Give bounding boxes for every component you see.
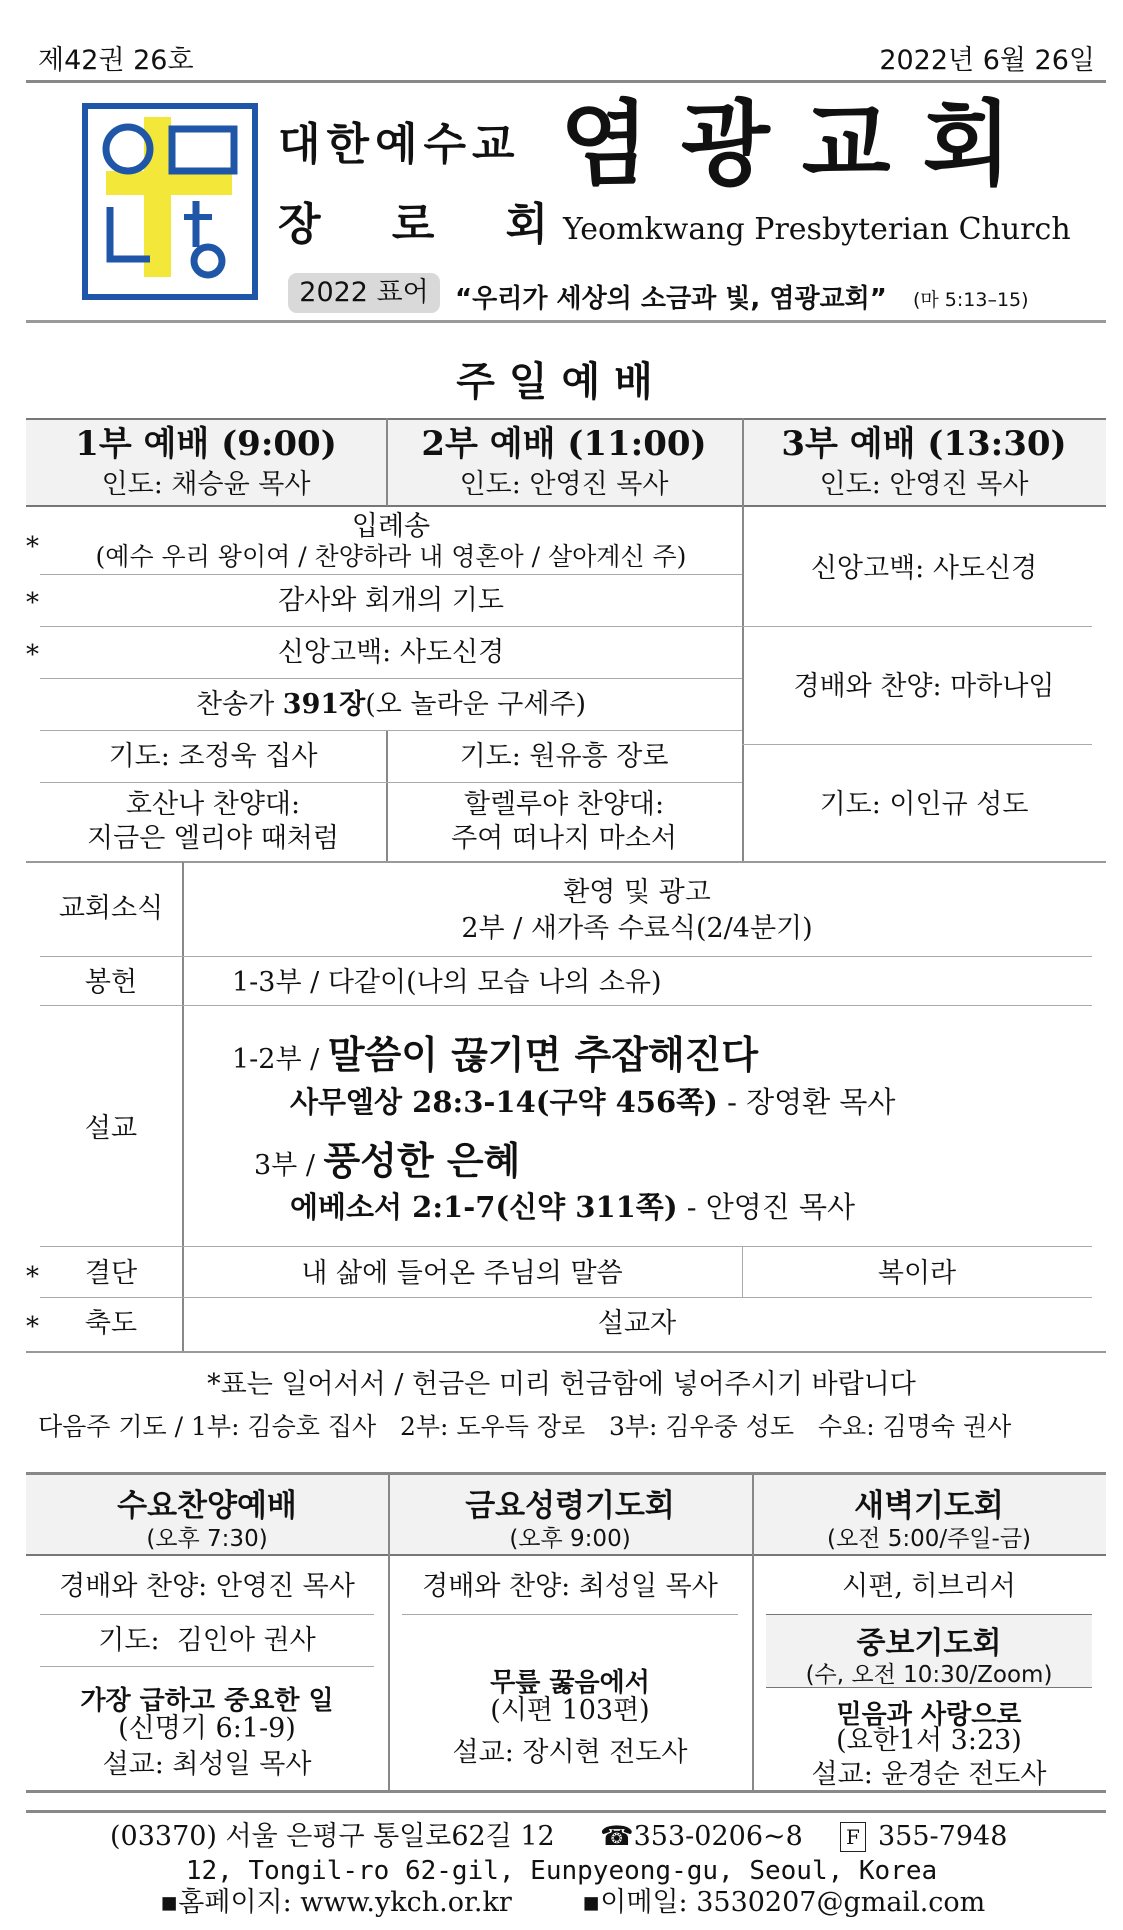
sermon-2-services: 3부 /: [254, 1150, 324, 1181]
sermon-2-preacher: - 안영진 목사: [677, 1190, 856, 1224]
denomination-line1: 대한예수교: [278, 119, 521, 170]
next-week-prayer: 다음주 기도 / 1부: 김승호 집사 2부: 도우득 장로 3부: 김우중 성도 수요: 김명숙 권사: [38, 1412, 1012, 1441]
news-label: 교회소식: [58, 893, 164, 924]
entrance-song-title: 입례송: [351, 511, 431, 542]
entrance-songs: (예수 우리 왕이여 / 찬양하라 내 영혼아 / 살아계신 주): [95, 542, 687, 571]
service-3-praise: 경배와 찬양: 마하나임: [793, 671, 1055, 702]
hymn: [40, 688, 742, 722]
wednesday-preacher: 설교: 최성일 목사: [102, 1749, 312, 1780]
service-1-name: 1부 예배 (9:00): [75, 424, 337, 464]
friday-time: (오후 9:00): [509, 1526, 631, 1552]
service-3-prayer: 기도: 이인규 성도: [819, 789, 1029, 820]
sermon-label: 설교: [84, 1113, 138, 1144]
intercession-title: 중보기도회: [856, 1626, 1002, 1661]
stand-notice: *표는 일어서서 / 헌금은 미리 헌금함에 넣어주시기 바랍니다: [207, 1369, 916, 1400]
wednesday-prayer: 기도: 김인아 권사: [98, 1625, 316, 1656]
motto-badge: 2022 표어: [288, 273, 440, 313]
service-3-creed: 신앙고백: 사도신경: [810, 553, 1038, 584]
church-name-english: Yeomkwang Presbyterian Church: [563, 212, 1071, 247]
wednesday-title: 수요찬양예배: [117, 1488, 297, 1524]
confession-prayer: 감사와 회개의 기도: [278, 585, 504, 616]
fax-number: 355-7948: [878, 1821, 1008, 1852]
sermon-1-reference: 사무엘상 28:3-14(구약 456쪽): [290, 1085, 718, 1119]
intercession-time: (수, 오전 10:30/Zoom): [805, 1662, 1053, 1688]
dawn-scripture: 시편, 히브리서: [842, 1571, 1016, 1602]
sermon-1-title: 말씀이 끊기면 추잡해진다: [327, 1033, 759, 1077]
choir-1-name: 호산나 찬양대:: [125, 789, 301, 820]
stand-mark: *: [26, 588, 39, 618]
friday-sermon-reference: (시편 103편): [490, 1695, 650, 1726]
intercession-sermon-reference: (요한1서 3:23): [836, 1725, 1022, 1756]
church-name: 염광교회: [560, 91, 1044, 198]
stand-mark: *: [26, 1312, 39, 1342]
wednesday-praise: 경배와 찬양: 안영진 목사: [59, 1571, 355, 1602]
service-3-name: 3부 예배 (13:30): [781, 424, 1067, 464]
church-logo: [82, 103, 258, 300]
benediction-label: 축도: [84, 1308, 138, 1339]
sermon-2-title: 풍성한 은혜: [323, 1139, 521, 1183]
volume-number: 제42권 26호: [38, 45, 194, 76]
sermon-2-reference: 에베소서 2:1-7(신약 311쪽): [290, 1190, 678, 1224]
creed: 신앙고백: 사도신경: [277, 637, 505, 668]
email[interactable]: ▪이메일: 3530207@gmail.com: [582, 1887, 986, 1918]
offering-label: 봉헌: [84, 967, 138, 998]
service-2-leader: 인도: 안영진 목사: [459, 469, 669, 500]
motto-reference: (마 5:13–15): [913, 289, 1029, 311]
stand-mark: *: [26, 640, 39, 670]
phone-number: ☎353-0206~8: [600, 1821, 803, 1852]
prayer-service-2: 기도: 원유흥 장로: [459, 741, 669, 772]
hymn-label: 찬송가: [195, 689, 283, 720]
decision-song-2: 복이라: [877, 1258, 957, 1289]
news-line-1: 환영 및 광고: [563, 877, 711, 908]
sermon-1-preacher: - 장영환 목사: [717, 1085, 896, 1119]
choir-1-song: 지금은 엘리야 때처럼: [87, 823, 339, 854]
homepage[interactable]: ▪홈페이지: www.ykch.or.kr: [160, 1887, 512, 1918]
intercession-preacher: 설교: 윤경순 전도사: [811, 1759, 1047, 1790]
service-2-name: 2부 예배 (11:00): [421, 424, 707, 464]
intercession-sermon-title: 믿음과 사랑으로: [836, 1700, 1022, 1730]
service-3-leader: 인도: 안영진 목사: [819, 469, 1029, 500]
dawn-title: 새벽기도회: [854, 1488, 1004, 1524]
hymn-title: (오 놀라운 구세주): [365, 689, 587, 720]
sermon-1: [232, 1030, 758, 1085]
wednesday-sermon-title: 가장 급하고 중요한 일: [80, 1686, 334, 1716]
stand-mark: *: [26, 532, 39, 562]
stand-mark: *: [26, 1262, 39, 1292]
sermon-1-services: 1-2부 /: [232, 1044, 328, 1075]
hymn-number: 391장: [282, 689, 366, 720]
sermon-2-passage: [290, 1190, 855, 1224]
fax-icon: F: [840, 1822, 866, 1852]
sermon-2: [254, 1136, 520, 1191]
church-motto: “우리가 세상의 소금과 빛, 염광교회”: [455, 284, 887, 314]
worship-title: 주일예배: [456, 359, 667, 405]
decision-label: 결단: [84, 1258, 138, 1289]
address-english: 12, Tongil-ro 62-gil, Eunpyeong-gu, Seoul, Korea: [185, 1856, 938, 1886]
sermon-1-passage: [290, 1085, 895, 1119]
friday-sermon-title: 무릎 꿇음에서: [490, 1668, 650, 1698]
benediction: 설교자: [597, 1308, 677, 1339]
wednesday-sermon-reference: (신명기 6:1-9): [118, 1713, 296, 1744]
choir-2-name: 할렐루야 찬양대:: [463, 789, 665, 820]
friday-preacher: 설교: 장시현 전도사: [452, 1737, 688, 1768]
offering: 1-3부 / 다같이(나의 모습 나의 소유): [232, 967, 662, 998]
decision-song-1: 내 삶에 들어온 주님의 말씀: [301, 1258, 623, 1289]
friday-praise: 경배와 찬양: 최성일 목사: [422, 1571, 718, 1602]
choir-2-song: 주여 떠나지 마소서: [451, 823, 677, 854]
news-line-2: 2부 / 새가족 수료식(2/4분기): [461, 913, 813, 944]
issue-date: 2022년 6월 26일: [879, 45, 1095, 76]
dawn-time: (오전 5:00/주일-금): [826, 1526, 1032, 1552]
prayer-service-1: 기도: 조정욱 집사: [108, 741, 318, 772]
friday-title: 금요성령기도회: [465, 1488, 675, 1524]
denomination-line2: 장 로 회: [278, 199, 577, 250]
address-korean: (03370) 서울 은평구 통일로62길 12: [110, 1821, 555, 1852]
wednesday-time: (오후 7:30): [146, 1526, 268, 1552]
service-1-leader: 인도: 채승윤 목사: [101, 469, 311, 500]
